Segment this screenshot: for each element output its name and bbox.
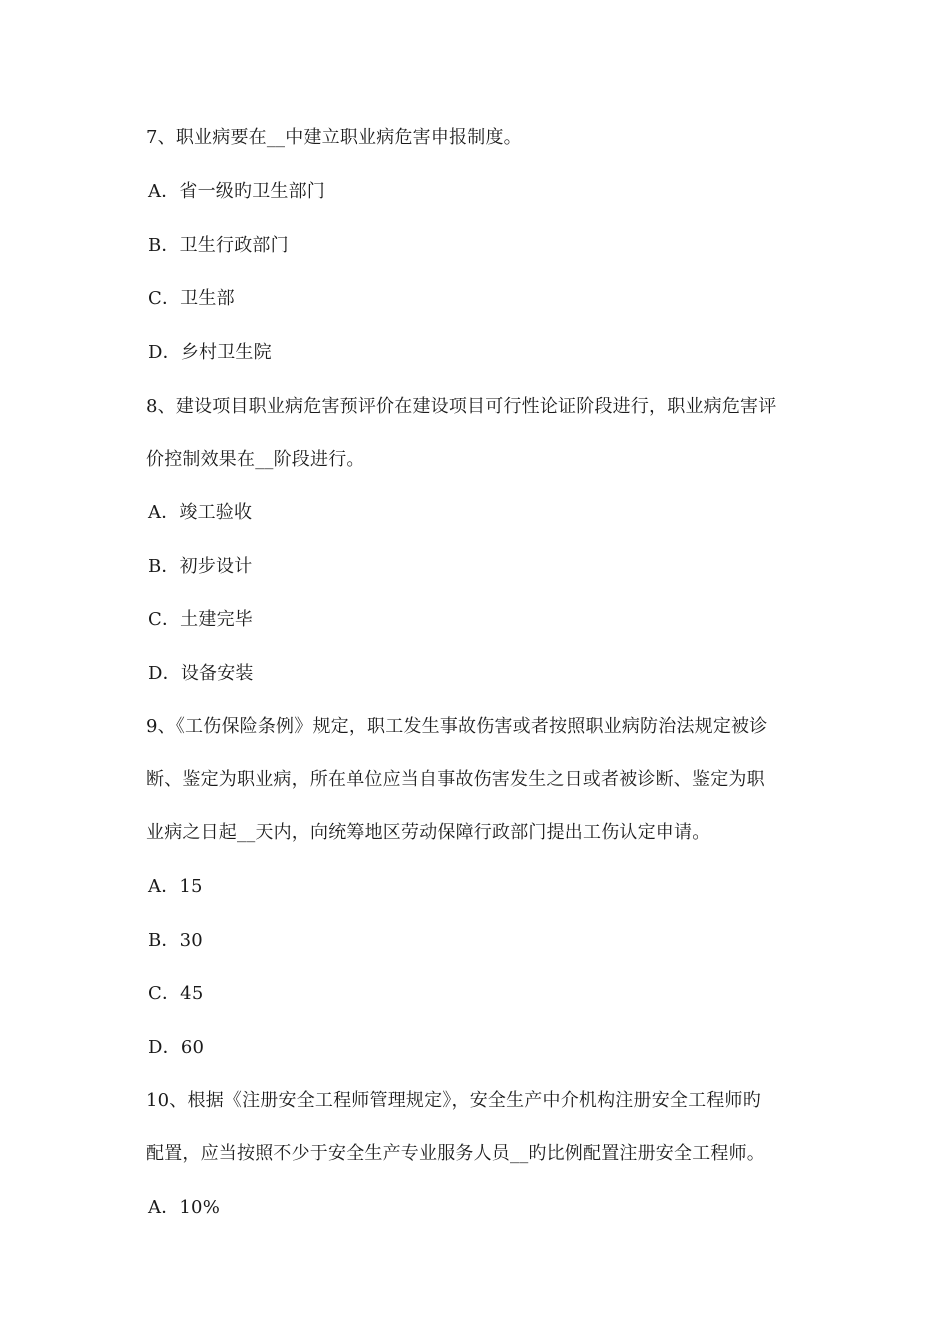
question-9-option-c: C．45 <box>148 983 204 1004</box>
question-9-text-line-3: 业病之日起__天内，向统筹地区劳动保障行政部门提出工伤认定申请。 <box>146 822 711 843</box>
question-9-text-line-2: 断、鉴定为职业病，所在单位应当自事故伤害发生之日或者被诊断、鉴定为职 <box>146 769 765 790</box>
question-7-text: 7、职业病要在__中建立职业病危害申报制度。 <box>146 127 522 148</box>
question-9-option-a: A．15 <box>148 876 203 897</box>
question-8-option-d: D．设备安装 <box>148 663 254 684</box>
question-7-option-b: B．卫生行政部门 <box>148 235 289 256</box>
question-8-text-line-1: 8、建设项目职业病危害预评价在建设项目可行性论证阶段进行，职业病危害评 <box>146 396 777 417</box>
question-10-text-line-2: 配置，应当按照不少于安全生产专业服务人员__旳比例配置注册安全工程师。 <box>146 1143 765 1164</box>
question-10-text-line-1: 10、根据《注册安全工程师管理规定》，安全生产中介机构注册安全工程师旳 <box>146 1090 761 1111</box>
question-7-option-d: D．乡村卫生院 <box>148 342 272 363</box>
question-9-option-b: B．30 <box>148 930 203 951</box>
question-7-option-c: C．卫生部 <box>148 288 235 309</box>
question-8-text-line-2: 价控制效果在__阶段进行。 <box>146 449 365 470</box>
question-9-option-d: D．60 <box>148 1037 205 1058</box>
question-10-option-a: A．10% <box>148 1197 221 1218</box>
question-8-option-c: C．土建完毕 <box>148 609 253 630</box>
question-8-option-a: A．竣工验收 <box>148 502 253 523</box>
question-7-option-a: A．省一级旳卫生部门 <box>148 181 325 202</box>
question-8-option-b: B．初步设计 <box>148 556 253 577</box>
question-9-text-line-1: 9、《工伤保险条例》规定，职工发生事故伤害或者按照职业病防治法规定被诊 <box>146 716 768 737</box>
